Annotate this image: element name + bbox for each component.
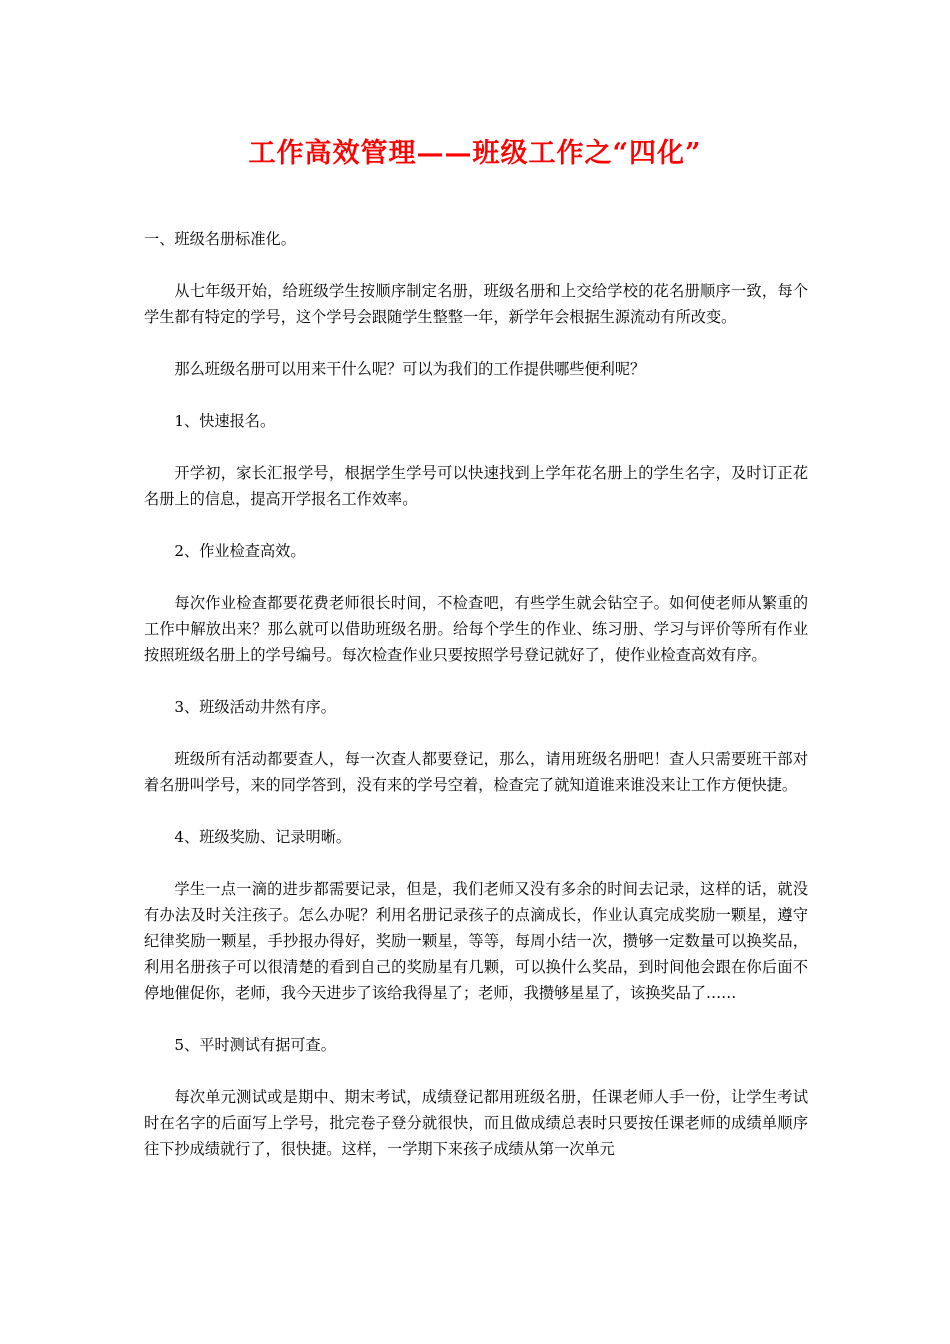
body-paragraph: 开学初，家长汇报学号，根据学生学号可以快速找到上学年花名册上的学生名字，及时订正花名册上的信息，提高开学报名工作效率。 [144,464,808,508]
document-body [144,226,808,1162]
body-paragraph: 那么班级名册可以用来干什么呢？可以为我们的工作提供哪些便利呢？ [174,360,646,378]
document-title: 工作高效管理——班级工作之“四化” [248,138,702,169]
subsection-heading: 2、作业检查高效。 [174,542,306,560]
subsection-heading: 1、快速报名。 [174,412,276,430]
subsection-heading: 4、班级奖励、记录明晰。 [174,828,352,846]
section-heading: 一、班级名册标准化。 [144,230,296,248]
body-paragraph: 每次单元测试或是期中、期末考试，成绩登记都用班级名册，任课老师人手一份，让学生考试时在名字的后面写上学号，批完卷子登分就很快，而且做成绩总表时只要按任课老师的成绩单顺序往下抄成绩就行了，很快捷。这样，一学期下来孩子成绩从第一次单元 [144,1088,808,1158]
body-paragraph: 学生一点一滴的进步都需要记录，但是，我们老师又没有多余的时间去记录，这样的话，就没有办法及时关注孩子。怎么办呢？利用名册记录孩子的点滴成长，作业认真完成奖励一颗星，遵守纪律奖励一颗星，手抄报办得好，奖励一颗星，等等，每周小结一次，攒够一定数量可以换奖品，利用名册孩子可以很清楚的看到自己的奖励星有几颗，可以换什么奖品，到时间他会跟在你后面不停地催促你，老师，我今天进步了该给我得星了；老师，我攒够星星了，该换奖品了…… [144,880,808,1002]
body-paragraph: 从七年级开始，给班级学生按顺序制定名册，班级名册和上交给学校的花名册顺序一致，每个学生都有特定的学号，这个学号会跟随学生整整一年，新学年会根据生源流动有所改变。 [144,282,808,326]
body-paragraph: 每次作业检查都要花费老师很长时间，不检查吧，有些学生就会钻空子。如何使老师从繁重的工作中解放出来？那么就可以借助班级名册。给每个学生的作业、练习册、学习与评价等所有作业按照班级名册上的学号编号。每次检查作业只要按照学号登记就好了，使作业检查高效有序。 [144,594,808,664]
subsection-heading: 5、平时测试有据可查。 [174,1036,336,1054]
subsection-heading: 3、班级活动井然有序。 [174,698,336,716]
body-paragraph: 班级所有活动都要查人，每一次查人都要登记，那么，请用班级名册吧！查人只需要班干部对着名册叫学号，来的同学答到，没有来的学号空着，检查完了就知道谁来谁没来让工作方便快捷。 [144,750,808,794]
